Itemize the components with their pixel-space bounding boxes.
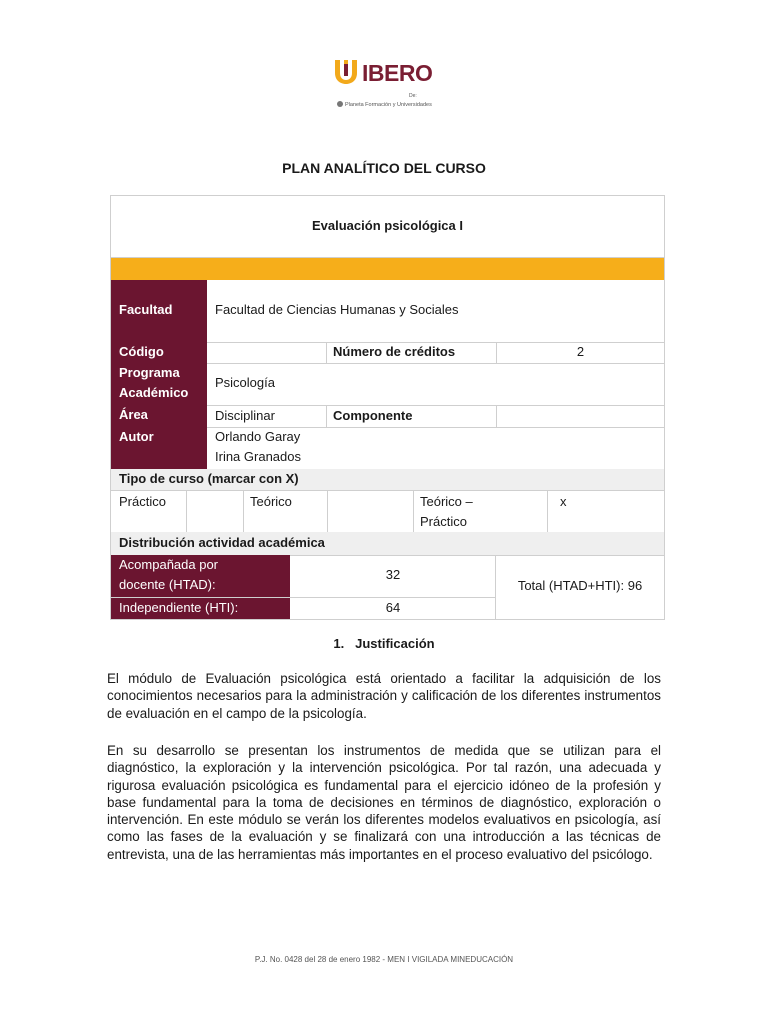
facultad-label: Facultad [111, 280, 207, 342]
logo-subtitle-text: Planeta Formación y Universidades [345, 102, 432, 108]
codigo-label: Código [111, 342, 207, 363]
footer-note: P.J. No. 0428 del 28 de enero 1982 - MEN I VIGILADA MINEDUCACIÓN [254, 955, 514, 964]
logo-de: De: [409, 93, 417, 99]
ibero-logo [333, 58, 443, 114]
componente-label: Componente [333, 408, 413, 423]
course-name: Evaluación psicológica I [312, 218, 463, 233]
programa-label [111, 363, 207, 405]
teorico-option: Teórico [250, 494, 292, 509]
hti-label: Independiente (HTI): [111, 598, 290, 619]
programa-value: Psicología [215, 375, 275, 390]
teorico-practico-line1: Teórico – [420, 494, 473, 509]
autor-name: Orlando Garay [215, 429, 301, 444]
section-title: Justificación [355, 636, 435, 651]
paragraph: El módulo de Evaluación psicológica está orientado a facilitar la adquisición de los conocimientos necesarios para la administración y calificación de los diferentes instrumentos de evaluación en el campo de la psicología. [107, 671, 661, 721]
distribucion-header: Distribución actividad académica [111, 532, 664, 555]
practico-option: Práctico [119, 494, 166, 509]
document-title: PLAN ANALÍTICO DEL CURSO [282, 160, 486, 176]
teorico-practico-option [420, 492, 540, 532]
creditos-label: Número de créditos [333, 344, 456, 359]
course-info-table [110, 195, 665, 620]
facultad-value: Facultad de Ciencias Humanas y Sociales [215, 302, 459, 317]
paragraph: En su desarrollo se presentan los instrumentos de medida que se utilizan para el diagnóstico, la exploración y la intervención psicológica. Por tal razón, una adecuada y rigurosa evaluación psicológica es fundamental para el ejercicio idóneo de la profesión y base fundamental para la toma de decisiones en términos de diagnóstico, exploración o intervención. En este módulo se verán los diferentes modelos evaluativos en psicología, así como las fases de la evaluación y se finalizará con una introducción a las técnicas de entrevista, una de las herramientas más importantes en el proceso evaluativo del psicólogo. [107, 743, 661, 862]
section-heading [0, 636, 768, 651]
total-hours: Total (HTAD+HTI): 96 [517, 578, 643, 593]
htad-value: 32 [385, 567, 401, 582]
programa-label-line2: Académico [119, 385, 189, 400]
logo-subtitle [337, 101, 432, 109]
area-value: Disciplinar [215, 408, 275, 423]
programa-label-line1: Programa [119, 365, 180, 380]
hti-value: 64 [385, 600, 401, 615]
autor-label: Autor [111, 427, 207, 469]
htad-label-line2: docente (HTAD): [119, 577, 216, 592]
ibero-u-mark-icon [333, 58, 359, 86]
htad-label [111, 555, 290, 597]
logo-wordmark: IBERO [362, 60, 433, 86]
selected-mark: x [560, 494, 567, 509]
section-number: 1. [333, 636, 345, 651]
autor-list [215, 427, 515, 467]
tipo-curso-header: Tipo de curso (marcar con X) [111, 469, 664, 490]
teorico-practico-line2: Práctico [420, 514, 467, 529]
gold-band [111, 258, 664, 280]
creditos-value: 2 [576, 344, 585, 359]
htad-label-line1: Acompañada por [119, 557, 219, 572]
autor-name: Irina Granados [215, 449, 301, 464]
planeta-icon [337, 101, 343, 107]
area-label: Área [111, 405, 207, 427]
